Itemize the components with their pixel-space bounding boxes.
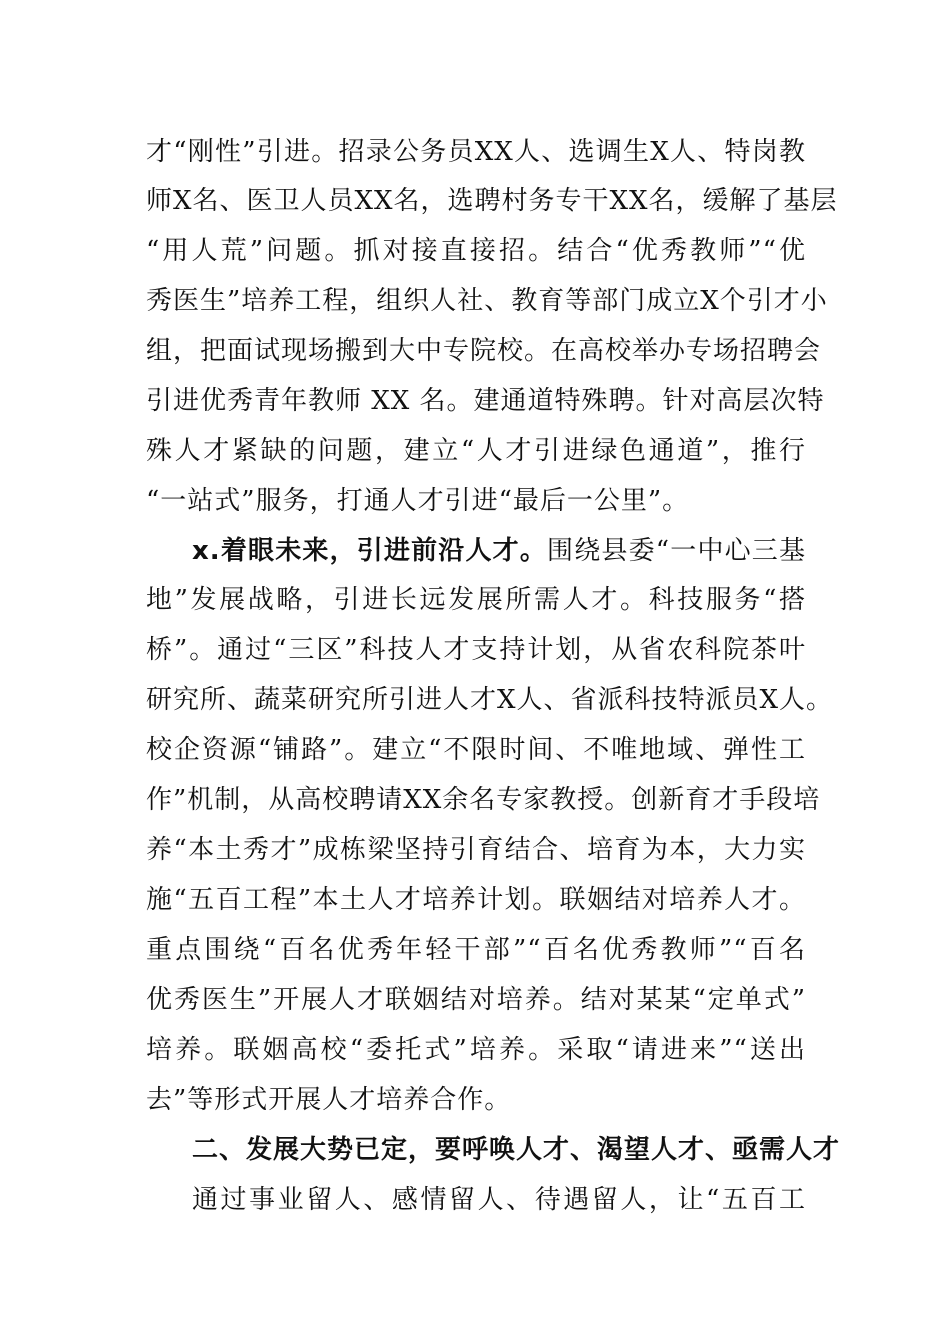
paragraph-line: 校企资源“铺路”。建立“不限时间、不唯地域、弹性工: [146, 735, 806, 765]
paragraph-first-line: 通过事业留人、感情留人、待遇留人，让“五百工: [192, 1185, 806, 1215]
section-lead: x.着眼未来，引进前沿人才。: [192, 536, 548, 566]
paragraph-line: 施“五百工程”本土人才培养计划。联姻结对培养人才。: [146, 885, 806, 915]
paragraph-line: 地”发展战略，引进长远发展所需人才。科技服务“搭: [146, 585, 806, 615]
paragraph-line: 重点围绕“百名优秀年轻干部”“百名优秀教师”“百名: [146, 935, 806, 965]
paragraph-line: 桥”。通过“三区”科技人才支持计划，从省农科院茶叶: [146, 635, 806, 665]
paragraph-line: 殊人才紧缺的问题，建立“人才引进绿色通道”，推行: [146, 436, 806, 466]
paragraph-line: 引进优秀青年教师 XX 名。建通道特殊聘。针对高层次特: [146, 386, 825, 416]
paragraph-line: 才“刚性”引进。招录公务员XX人、选调生X人、特岗教: [146, 137, 806, 167]
paragraph-line: 去”等形式开展人才培养合作。: [146, 1085, 512, 1115]
paragraph-line: 研究所、蔬菜研究所引进人才X人、省派科技特派员X人。: [146, 685, 834, 715]
paragraph-line-text: 围绕县委“一中心三基: [547, 536, 806, 566]
paragraph-line: 师X名、医卫人员XX名，选聘村务专干XX名，缓解了基层: [146, 186, 838, 216]
paragraph-line: 培养。联姻高校“委托式”培养。采取“请进来”“送出: [146, 1035, 806, 1065]
paragraph-line: “一站式”服务，打通人才引进“最后一公里”。: [146, 486, 690, 516]
paragraph-line: 优秀医生”开展人才联姻结对培养。结对某某“定单式”: [146, 985, 806, 1015]
paragraph-line: 养“本土秀才”成栋梁坚持引育结合、培育为本，大力实: [146, 835, 806, 865]
section-heading: 二、发展大势已定，要呼唤人才、渴望人才、亟需人才: [192, 1135, 841, 1165]
paragraph-line: “用人荒”问题。抓对接直接招。结合“优秀教师”“优: [146, 236, 806, 266]
paragraph-first-line: [192, 534, 806, 568]
paragraph-line: 秀医生”培养工程，组织人社、教育等部门成立X个引才小: [146, 286, 828, 316]
paragraph-line: 作”机制，从高校聘请XX余名专家教授。创新育才手段培: [146, 785, 821, 815]
paragraph-line: 组，把面试现场搬到大中专院校。在高校举办专场招聘会: [146, 336, 822, 366]
